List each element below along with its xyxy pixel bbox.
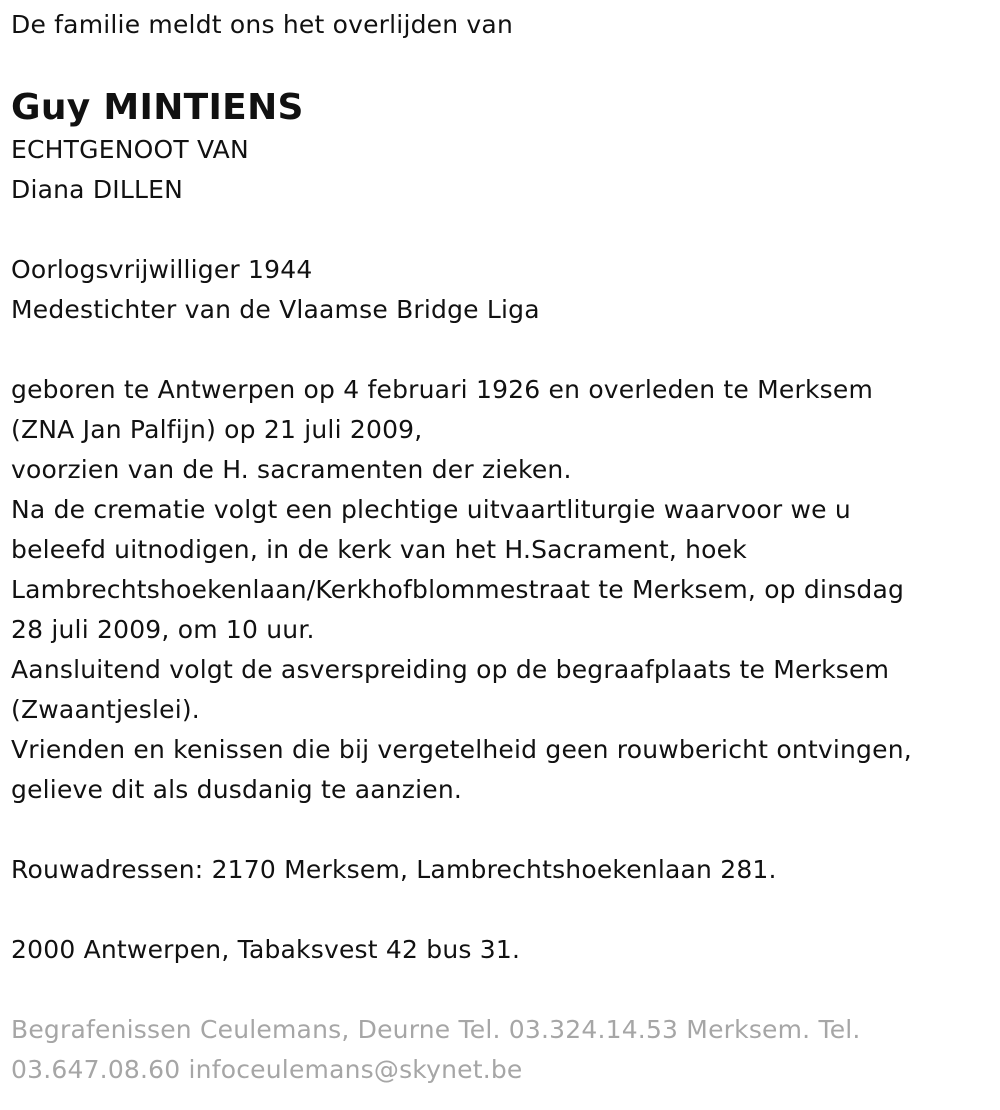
footer-line: 03.647.08.60 infoceulemans@skynet.be	[11, 1055, 523, 1084]
body-line: 28 juli 2009, om 10 uur.	[11, 615, 315, 644]
footer-line: Begrafenissen Ceulemans, Deurne Tel. 03.324.14.53 Merksem. Tel.	[11, 1015, 861, 1044]
spacer	[11, 810, 991, 850]
body-line: Lambrechtshoekenlaan/Kerkhofblommestraat te Merksem, op dinsdag	[11, 575, 905, 604]
spacer	[11, 330, 991, 370]
title-line-1: Oorlogsvrijwilliger 1944	[11, 255, 313, 284]
body-line: (ZNA Jan Palfijn) op 21 juli 2009,	[11, 415, 423, 444]
body-line: beleefd uitnodigen, in de kerk van het H.Sacrament, hoek	[11, 535, 747, 564]
body-line: Na de crematie volgt een plechtige uitvaartliturgie waarvoor we u	[11, 495, 851, 524]
body-line: gelieve dit als dusdanig te aanzien.	[11, 775, 463, 804]
deceased-name: Guy MINTIENS	[11, 87, 304, 128]
body-line: geboren te Antwerpen op 4 februari 1926 en overleden te Merksem	[11, 375, 874, 404]
mourning-address-2: 2000 Antwerpen, Tabaksvest 42 bus 31.	[11, 935, 521, 964]
title-line-2: Medestichter van de Vlaamse Bridge Liga	[11, 295, 540, 324]
body-line: Aansluitend volgt de asverspreiding op de begraafplaats te Merksem	[11, 655, 890, 684]
spacer	[11, 970, 991, 1010]
body-line: Vrienden en kenissen die bij vergetelheid geen rouwbericht ontvingen,	[11, 735, 912, 764]
funeral-home-footer	[11, 1010, 991, 1090]
mourning-address-1: Rouwadressen: 2170 Merksem, Lambrechtshoekenlaan 281.	[11, 855, 777, 884]
death-notice	[11, 0, 991, 1090]
body-line: (Zwaantjeslei).	[11, 695, 200, 724]
body-line: voorzien van de H. sacramenten der zieken.	[11, 455, 572, 484]
notice-intro: De familie meldt ons het overlijden van	[11, 10, 513, 39]
notice-body	[11, 370, 991, 810]
spacer	[11, 210, 991, 250]
spouse-name: Diana DILLEN	[11, 175, 184, 204]
spouse-label: ECHTGENOOT VAN	[11, 135, 249, 164]
spacer	[11, 890, 991, 930]
